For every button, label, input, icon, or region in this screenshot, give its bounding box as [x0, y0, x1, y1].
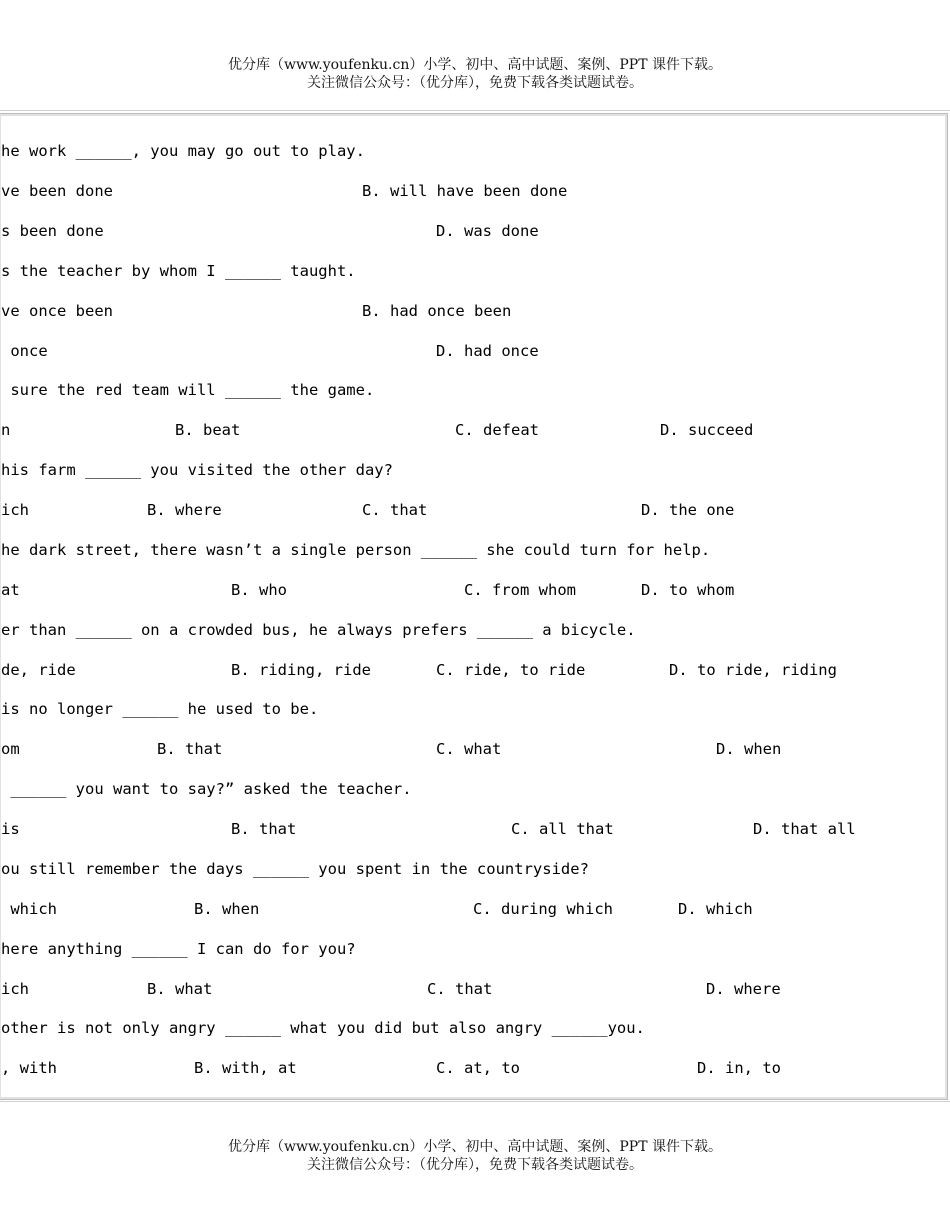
option: B. had once been [362, 302, 512, 320]
footer-line-2: 关注微信公众号：（优分库），免费下载各类试题试卷。 [307, 1157, 643, 1173]
option: at [1, 581, 20, 599]
option: which [1, 900, 57, 918]
option: D. when [716, 740, 782, 758]
question-stem: other is not only angry ______ what you did but also angry ______you. [1, 1019, 645, 1037]
option: n [1, 421, 11, 439]
header-line-1: 优分库（www.youfenku.cn）小学、初中、高中试题、案例、PPT 课件下载。 [227, 57, 722, 73]
option: C. defeat [455, 421, 539, 439]
question-stem: ou still remember the days ______ you spent in the countryside? [1, 860, 589, 878]
option: B. when [194, 900, 260, 918]
question-stem: he dark street, there wasn’t a single person ______ she could turn for help. [1, 541, 711, 559]
footer-line-1: 优分库（www.youfenku.cn）小学、初中、高中试题、案例、PPT 课件下载。 [227, 1139, 722, 1155]
option: C. what [436, 740, 502, 758]
option: B. where [147, 501, 222, 519]
option: D. which [678, 900, 753, 918]
option: C. that [362, 501, 428, 519]
header-line-2: 关注微信公众号：（优分库），免费下载各类试题试卷。 [307, 75, 643, 91]
option: is [1, 820, 20, 838]
option: s been done [1, 222, 104, 240]
option: ve once been [1, 302, 113, 320]
page-footer [0, 1138, 950, 1174]
question-stem: he work ______, you may go out to play. [1, 142, 365, 160]
question-stem: sure the red team will ______ the game. [1, 381, 375, 399]
option: D. to ride, riding [669, 661, 837, 679]
question-stem: is no longer ______ he used to be. [1, 700, 319, 718]
option: ich [1, 980, 29, 998]
option: B. who [231, 581, 287, 599]
header-divider [0, 110, 950, 111]
option: D. to whom [641, 581, 735, 599]
option: C. from whom [464, 581, 576, 599]
option: D. the one [641, 501, 735, 519]
option: D. was done [436, 222, 539, 240]
option: D. that all [753, 820, 856, 838]
option: D. where [706, 980, 781, 998]
option: B. riding, ride [231, 661, 371, 679]
option: B. with, at [194, 1059, 297, 1077]
question-stem: er than ______ on a crowded bus, he always prefers ______ a bicycle. [1, 621, 636, 639]
question-stem: his farm ______ you visited the other day? [1, 461, 393, 479]
option: ve been done [1, 182, 113, 200]
option: ich [1, 501, 29, 519]
question-panel [0, 113, 948, 1100]
question-stem: ______ you want to say?” asked the teacher. [1, 780, 412, 798]
option: B. that [157, 740, 223, 758]
option: B. that [231, 820, 297, 838]
page-header [0, 56, 950, 92]
option: once [1, 342, 48, 360]
option: de, ride [1, 661, 76, 679]
question-stem: here anything ______ I can do for you? [1, 940, 356, 958]
option: C. all that [511, 820, 614, 838]
option: , with [1, 1059, 57, 1077]
option: C. during which [473, 900, 613, 918]
option: B. what [147, 980, 213, 998]
option: B. beat [175, 421, 241, 439]
option: C. that [427, 980, 493, 998]
option: om [1, 740, 20, 758]
option: C. ride, to ride [436, 661, 586, 679]
option: C. at, to [436, 1059, 520, 1077]
footer-divider [0, 1101, 950, 1102]
option: D. had once [436, 342, 539, 360]
question-stem: s the teacher by whom I ______ taught. [1, 262, 356, 280]
option: B. will have been done [362, 182, 568, 200]
option: D. succeed [660, 421, 754, 439]
option: D. in, to [697, 1059, 781, 1077]
